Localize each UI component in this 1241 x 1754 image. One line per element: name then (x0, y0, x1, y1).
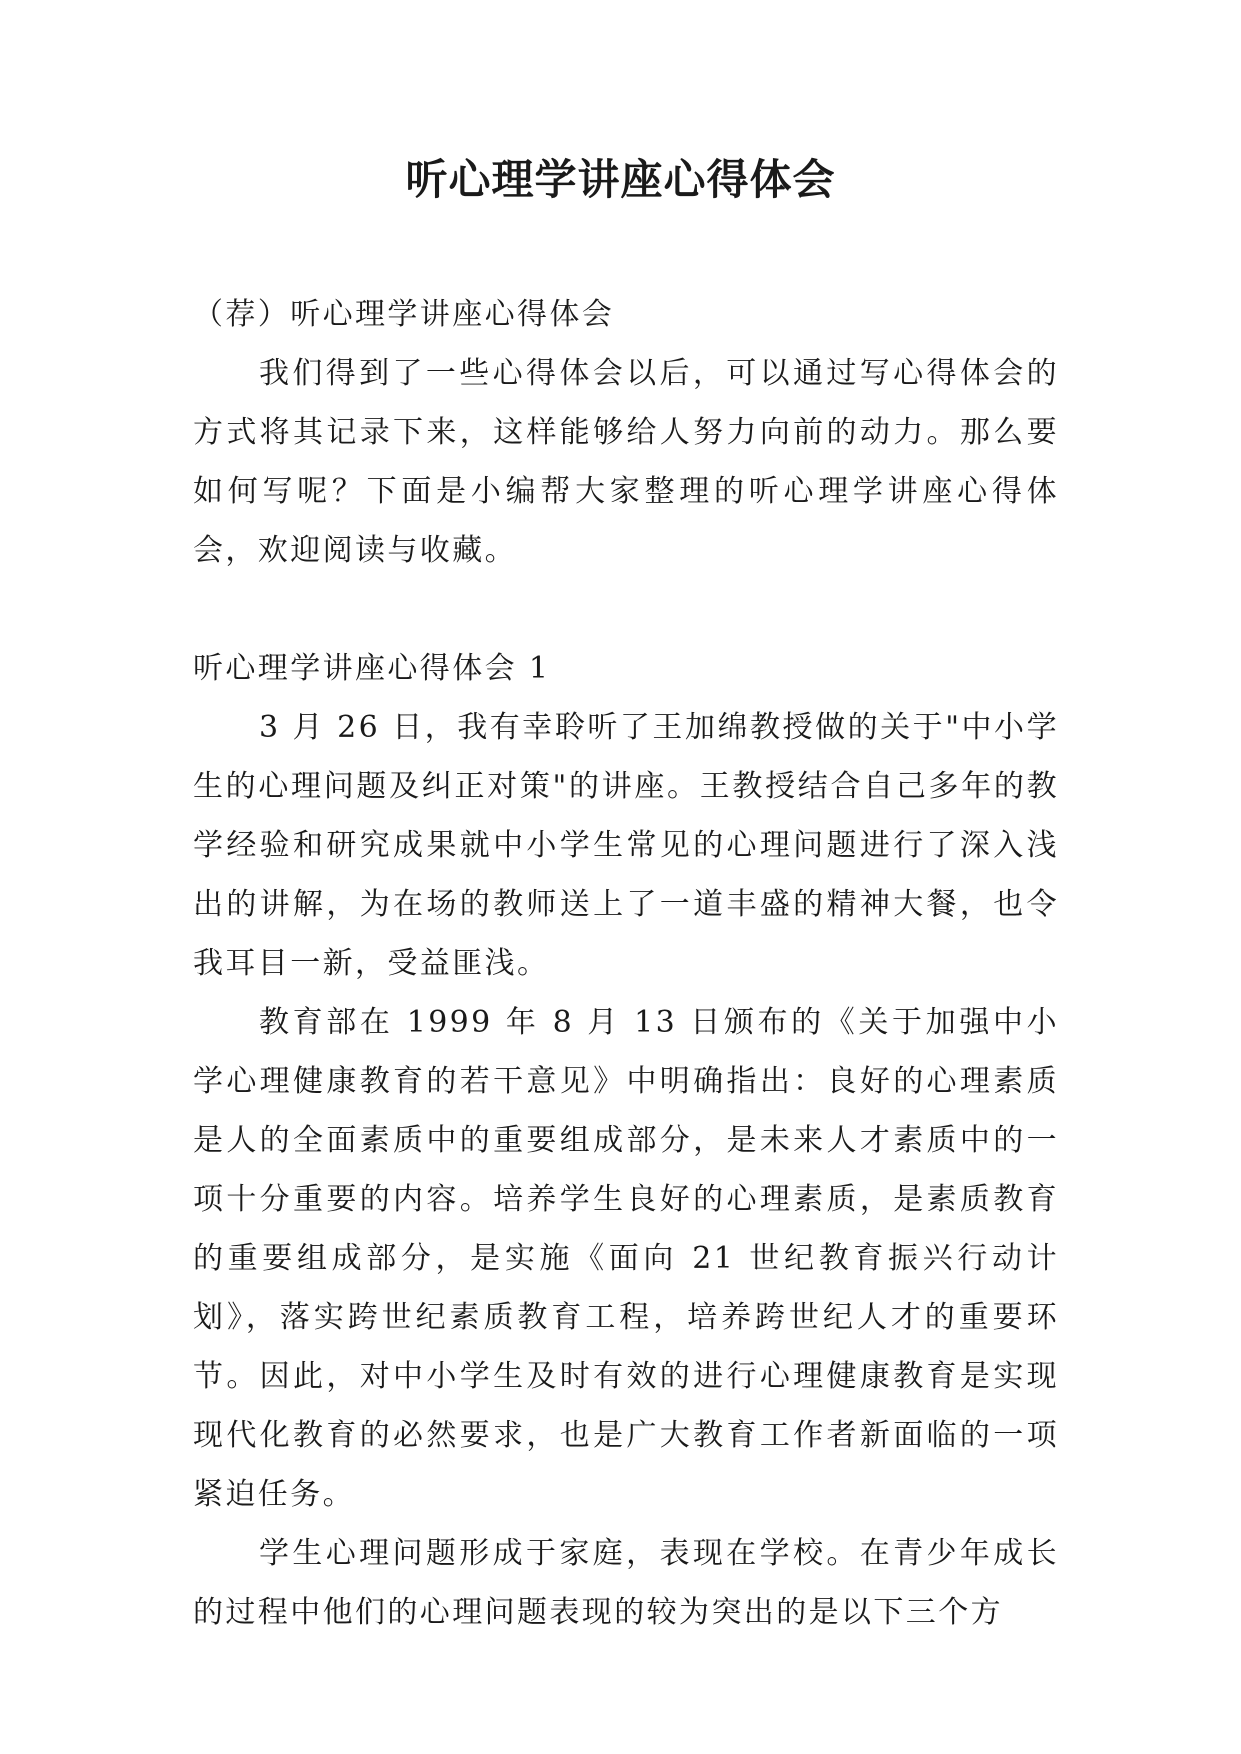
document-title: 听心理学讲座心得体会 (405, 155, 836, 204)
document-body (193, 285, 1059, 1642)
section-heading: 听心理学讲座心得体会 1 (193, 651, 551, 686)
body-paragraph-1: 3 月 26 日，我有幸聆听了王加绵教授做的关于"中小学生的心理问题及纠正对策"的讲座。王教授结合自己多年的教学经验和研究成果就中小学生常见的心理问题进行了深入浅出的讲解，为在场的教师送上了一道丰盛的精神大餐，也令我耳目一新，受益匪浅。 (193, 710, 1059, 981)
body-paragraph-2: 教育部在 1999 年 8 月 13 日颁布的《关于加强中小学心理健康教育的若干意见》中明确指出：良好的心理素质是人的全面素质中的重要组成部分，是未来人才素质中的一项十分重要的内容。培养学生良好的心理素质，是素质教育的重要组成部分，是实施《面向 21 世纪教育振兴行动计划》，落实跨世纪素质教育工程，培养跨世纪人才的重要环节。因此，对中小学生及时有效的进行心理健康教育是实现现代化教育的必然要求，也是广大教育工作者新面临的一项紧迫任务。 (193, 1005, 1059, 1512)
body-paragraph-3: 学生心理问题形成于家庭，表现在学校。在青少年成长的过程中他们的心理问题表现的较为突出的是以下三个方 (193, 1536, 1059, 1630)
paragraph-spacer (193, 580, 1059, 639)
document-subtitle: （荐）听心理学讲座心得体会 (193, 297, 615, 332)
intro-paragraph: 我们得到了一些心得体会以后，可以通过写心得体会的方式将其记录下来，这样能够给人努力向前的动力。那么要如何写呢？下面是小编帮大家整理的听心理学讲座心得体会，欢迎阅读与收藏。 (193, 356, 1059, 568)
